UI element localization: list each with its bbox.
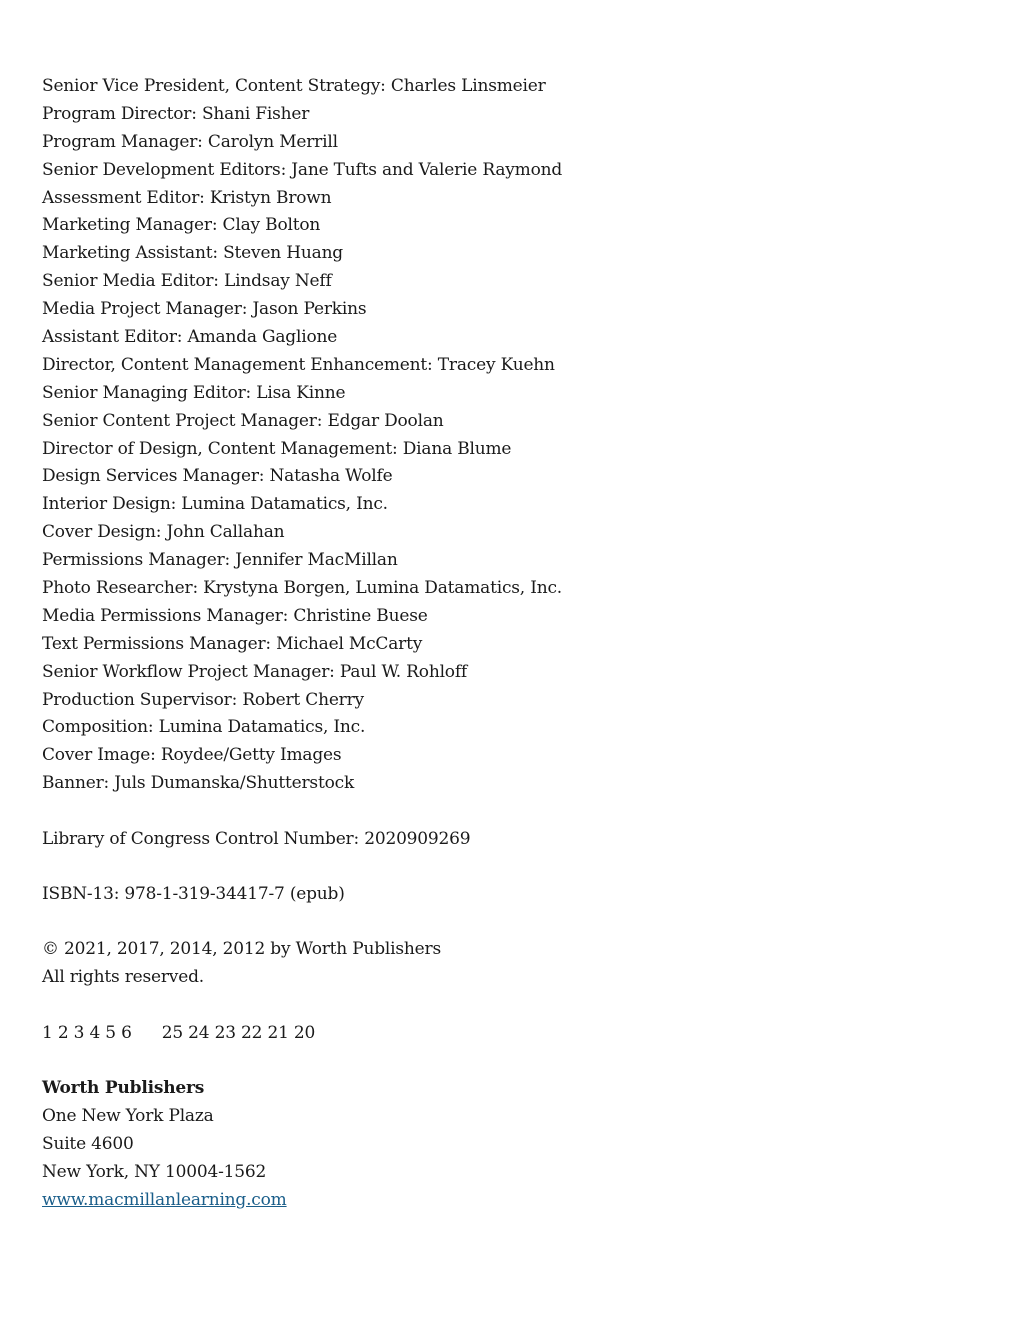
address-line: New York, NY 10004-1562 — [42, 1161, 267, 1182]
credit-line: Assessment Editor: Kristyn Brown — [42, 187, 332, 208]
credits-list — [42, 73, 982, 798]
credit-line: Director, Content Management Enhancement: Tracey Kuehn — [42, 354, 555, 375]
lccn-line: Library of Congress Control Number: 2020909269 — [42, 828, 471, 849]
credit-line: Marketing Manager: Clay Bolton — [42, 215, 321, 236]
credit-line: Senior Media Editor: Lindsay Neff — [42, 271, 332, 292]
impression-numbers: 1 2 3 4 5 6 — [42, 1022, 132, 1043]
credit-line: Senior Managing Editor: Lisa Kinne — [42, 382, 346, 403]
address-line: One New York Plaza — [42, 1106, 214, 1126]
credit-line: Interior Design: Lumina Datamatics, Inc. — [42, 494, 388, 515]
copyright-page — [42, 73, 982, 1215]
printing-line — [42, 1020, 982, 1048]
credit-line: Cover Design: John Callahan — [42, 522, 285, 543]
credit-line: Senior Workflow Project Manager: Paul W. Rohloff — [42, 661, 468, 682]
credit-line: Program Manager: Carolyn Merrill — [42, 131, 338, 152]
credit-line: Banner: Juls Dumanska/Shutterstock — [42, 773, 355, 794]
section-gap — [42, 909, 982, 937]
credit-line: Design Services Manager: Natasha Wolfe — [42, 466, 393, 487]
section-gap — [42, 854, 982, 882]
section-gap — [42, 992, 982, 1020]
credit-line: Composition: Lumina Datamatics, Inc. — [42, 717, 366, 738]
credit-line: Media Project Manager: Jason Perkins — [42, 299, 367, 320]
credit-line: Senior Development Editors: Jane Tufts and Valerie Raymond — [42, 159, 563, 180]
printing-years: 25 24 23 22 21 20 — [161, 1022, 316, 1043]
credit-line: Media Permissions Manager: Christine Buese — [42, 605, 428, 626]
website-link[interactable]: www.macmillanlearning.com — [42, 1189, 287, 1210]
credit-line: Marketing Assistant: Steven Huang — [42, 243, 343, 264]
credit-line: Text Permissions Manager: Michael McCarty — [42, 633, 423, 654]
credit-line: Photo Researcher: Krystyna Borgen, Lumina Datamatics, Inc. — [42, 578, 562, 599]
section-gap — [42, 798, 982, 826]
publisher-address — [42, 1075, 982, 1214]
credit-line: Cover Image: Roydee/Getty Images — [42, 745, 342, 766]
credit-line: Senior Vice President, Content Strategy: Charles Linsmeier — [42, 76, 546, 96]
publisher-name: Worth Publishers — [42, 1078, 205, 1099]
website-line — [42, 1187, 982, 1215]
credit-line: Assistant Editor: Amanda Gaglione — [42, 327, 338, 348]
credit-line: Production Supervisor: Robert Cherry — [42, 689, 364, 710]
credit-line: Senior Content Project Manager: Edgar Doolan — [42, 410, 444, 431]
rights-line: All rights reserved. — [42, 967, 204, 988]
isbn-line: ISBN-13: 978-1-319-34417-7 (epub) — [42, 884, 345, 905]
credit-line: Permissions Manager: Jennifer MacMillan — [42, 550, 398, 571]
address-line: Suite 4600 — [42, 1133, 134, 1154]
section-gap — [42, 1048, 982, 1076]
credit-line: Director of Design, Content Management: Diana Blume — [42, 438, 512, 459]
credit-line: Program Director: Shani Fisher — [42, 103, 310, 124]
copyright-line: © 2021, 2017, 2014, 2012 by Worth Publishers — [42, 939, 441, 960]
